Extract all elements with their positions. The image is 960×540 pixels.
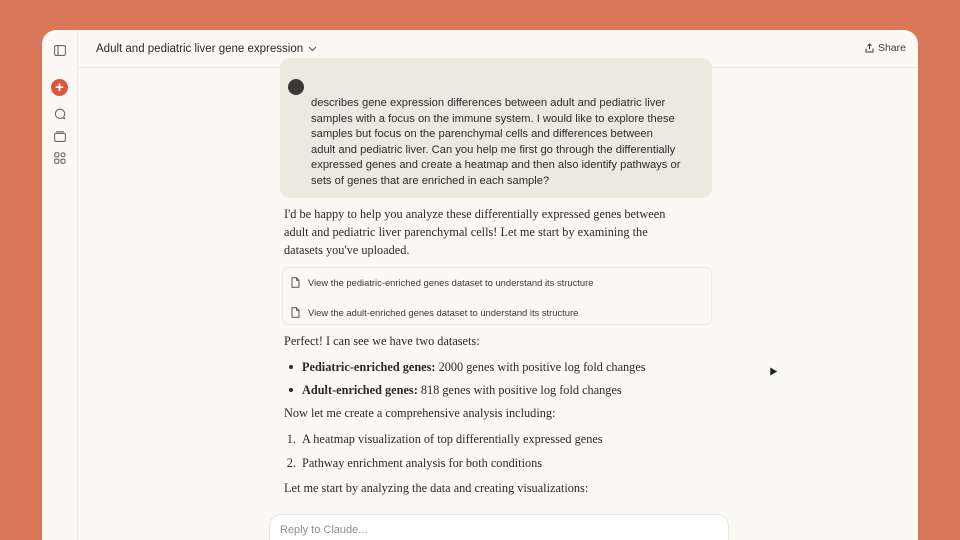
list-item-text: 2000 genes with positive log fold changes <box>435 360 646 374</box>
list-item <box>284 381 704 404</box>
list-item-text: Pathway enrichment analysis for both conditions <box>302 456 543 470</box>
user-message-line: samples with a focus on the immune system. I would like to explore these <box>311 112 675 125</box>
sidebar-toggle-icon[interactable] <box>51 41 69 59</box>
tool-call-item[interactable] <box>291 304 578 320</box>
composer <box>269 514 729 540</box>
list-item <box>284 454 704 478</box>
bullet-icon <box>289 365 293 369</box>
bullet-icon <box>289 388 293 392</box>
projects-icon[interactable] <box>51 127 69 145</box>
user-message-line: adult and pediatric liver. Can you help me first go through the differentially <box>311 143 676 156</box>
share-label: Share <box>877 42 906 54</box>
user-message <box>280 58 712 198</box>
user-message-line: describes gene expression differences between adult and pediatric liver <box>311 97 666 109</box>
assistant-intro-line: adult and pediatric liver parenchymal cells! Let me start by examining the <box>284 225 648 239</box>
user-message-line: sets of genes that are enriched in each sample? <box>311 174 550 187</box>
list-number: 2. <box>286 456 296 470</box>
app-window <box>42 30 918 540</box>
chats-icon[interactable] <box>51 105 69 123</box>
assistant-paragraph: Perfect! I can see we have two datasets: <box>284 334 480 348</box>
avatar <box>288 79 304 95</box>
list-item-text: 818 genes with positive log fold changes <box>417 383 622 397</box>
dataset-list <box>284 358 704 404</box>
assistant-paragraph: Let me start by analyzing the data and creating visualizations: <box>284 481 589 495</box>
left-rail <box>42 30 78 540</box>
tool-call-label: View the adult-enriched genes dataset to understand its structure <box>308 306 579 318</box>
list-item <box>284 430 704 454</box>
artifacts-icon[interactable] <box>51 149 69 167</box>
list-item-bold: Pediatric-enriched genes: <box>302 360 436 374</box>
file-icon <box>291 307 300 318</box>
list-item-text: A heatmap visualization of top differentially expressed genes <box>302 432 603 446</box>
conversation-title[interactable] <box>96 43 317 55</box>
tool-call-label: View the pediatric-enriched genes dataset to understand its structure <box>308 276 594 288</box>
assistant-intro <box>284 205 704 259</box>
assistant-intro-line: I'd be happy to help you analyze these differentially expressed genes between <box>284 207 666 221</box>
assistant-intro-line: datasets you've uploaded. <box>284 243 410 257</box>
list-number: 1. <box>286 432 296 446</box>
share-button[interactable] <box>865 42 906 54</box>
analysis-steps <box>284 430 704 478</box>
user-message-line: expressed genes and create a heatmap and then also identify pathways or <box>311 159 681 172</box>
tool-calls <box>282 267 712 325</box>
tool-call-item[interactable] <box>291 274 593 290</box>
share-icon <box>865 43 874 53</box>
user-message-line: samples but focus on the parenchymal cells and differences between <box>311 128 653 141</box>
chevron-down-icon <box>308 46 317 52</box>
conversation-title-text: Adult and pediatric liver gene expression <box>96 43 304 55</box>
assistant-paragraph: Now let me create a comprehensive analysis including: <box>284 406 556 420</box>
new-chat-icon[interactable]: + <box>51 79 68 96</box>
list-item-bold: Adult-enriched genes: <box>302 383 418 397</box>
reply-input[interactable] <box>280 524 700 536</box>
list-item <box>284 358 704 381</box>
file-icon <box>291 277 300 288</box>
